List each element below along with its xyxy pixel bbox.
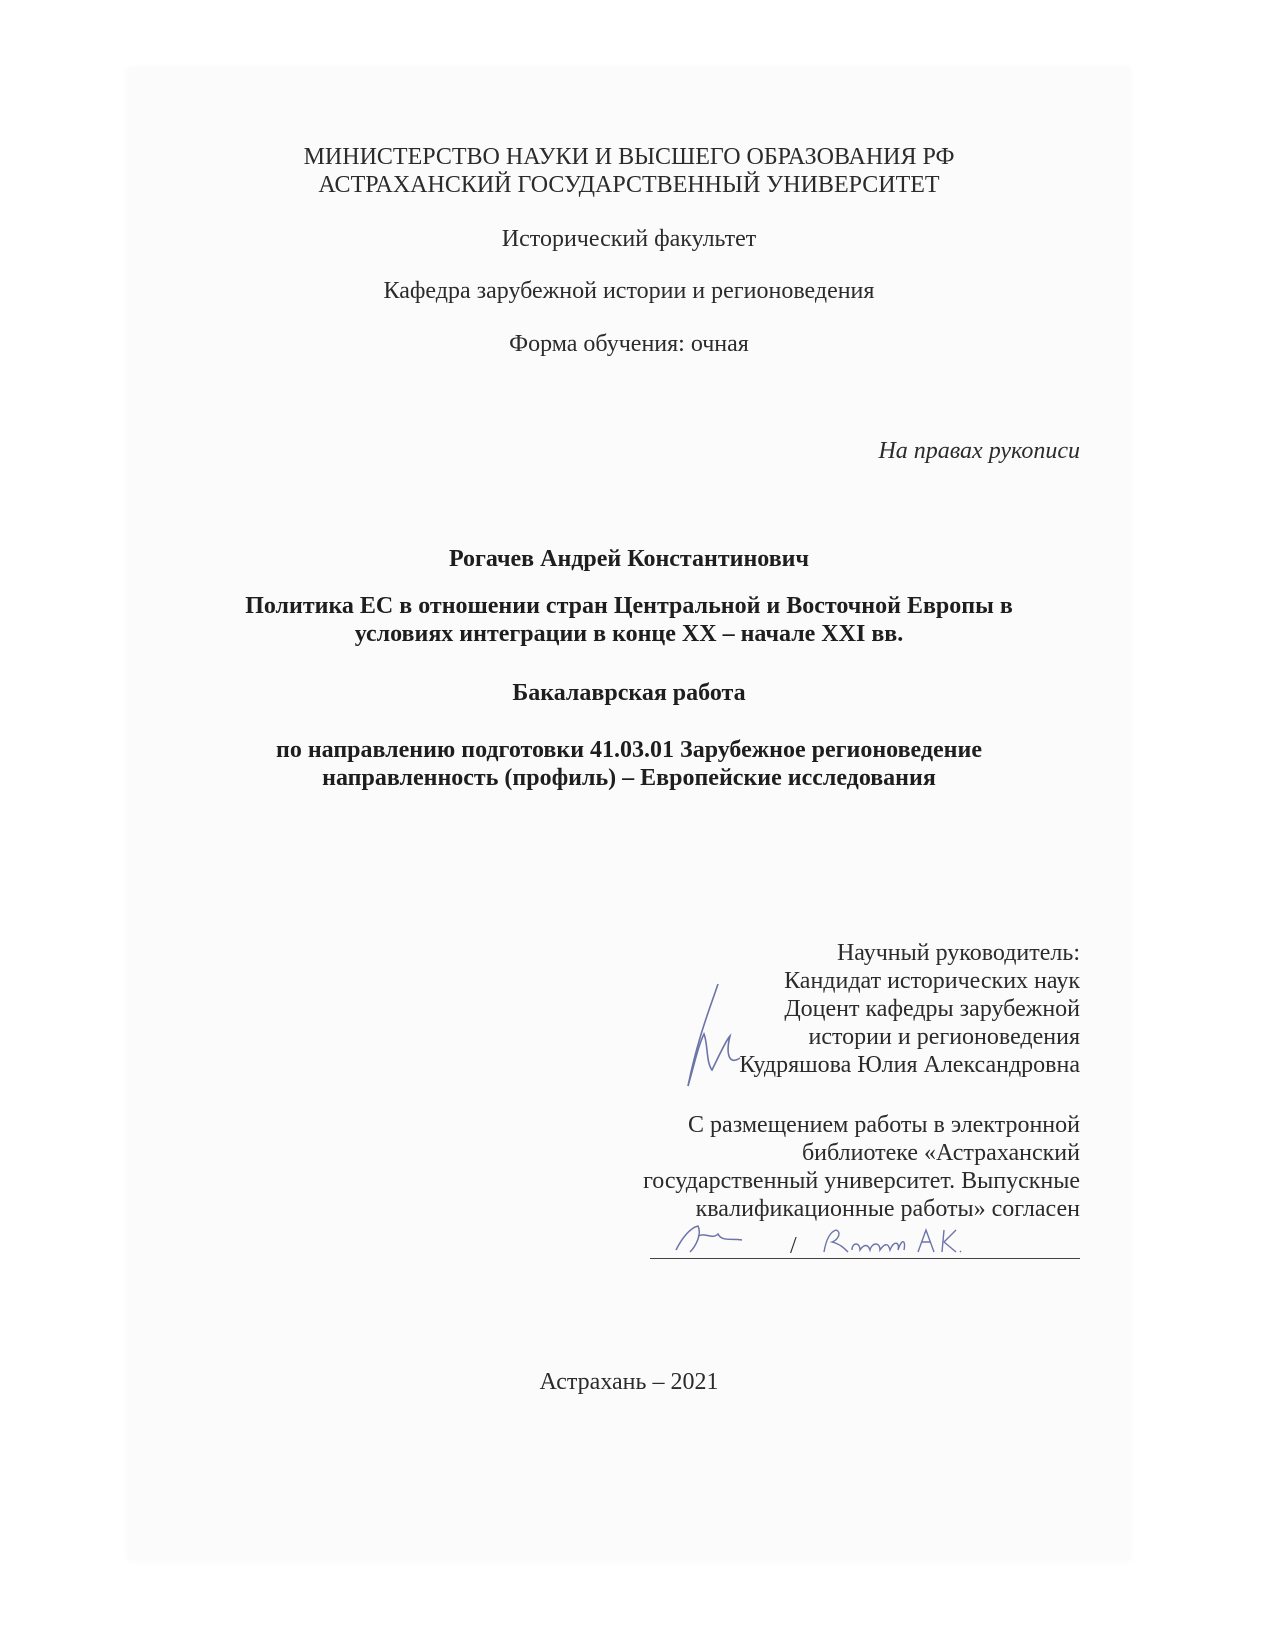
supervisor-position-line-2: истории и регионоведения: [808, 1024, 1080, 1050]
ministry-heading: МИНИСТЕРСТВО НАУКИ И ВЫСШЕГО ОБРАЗОВАНИЯ РФ: [303, 144, 955, 170]
author-name: Рогачев Андрей Константинович: [448, 546, 810, 572]
consent-signature-line: [650, 1226, 1080, 1259]
direction-line-1: по направлению подготовки 41.03.01 Зарубежное регионоведение: [276, 737, 982, 763]
university-heading: АСТРАХАНСКИЙ ГОСУДАРСТВЕННЫЙ УНИВЕРСИТЕТ: [318, 172, 940, 198]
faculty-label: Исторический факультет: [501, 226, 757, 252]
supervisor-position-line-1: Доцент кафедры зарубежной: [784, 996, 1080, 1022]
student-handwritten-name: [818, 1222, 978, 1260]
supervisor-degree: Кандидат исторических наук: [784, 968, 1080, 994]
thesis-title-line-2: условиях интеграции в конце XX – начале XXI вв.: [354, 621, 904, 647]
work-type: Бакалаврская работа: [512, 680, 746, 706]
supervisor-signature: [670, 982, 750, 1092]
department-label: Кафедра зарубежной истории и регионоведения: [383, 278, 875, 304]
supervisor-name: Кудряшова Юлия Александровна: [739, 1052, 1080, 1078]
consent-line-1: С размещением работы в электронной: [688, 1112, 1080, 1138]
direction-line-2: направленность (профиль) – Европейские исследования: [322, 765, 936, 791]
city-year: Астрахань – 2021: [539, 1369, 719, 1395]
manuscript-note: На правах рукописи: [878, 438, 1080, 464]
consent-line-3: государственный университет. Выпускные: [643, 1168, 1080, 1194]
thesis-title-line-1: Политика ЕС в отношении стран Центральной и Восточной Европы в: [245, 593, 1013, 619]
study-form-label: Форма обучения: очная: [509, 331, 749, 357]
signature-separator: /: [790, 1233, 797, 1259]
consent-line-2: библиотеке «Астраханский: [801, 1140, 1080, 1166]
supervisor-label: Научный руководитель:: [836, 940, 1080, 966]
consent-line-4: квалификационные работы» согласен: [695, 1196, 1080, 1222]
student-signature: [668, 1220, 758, 1260]
